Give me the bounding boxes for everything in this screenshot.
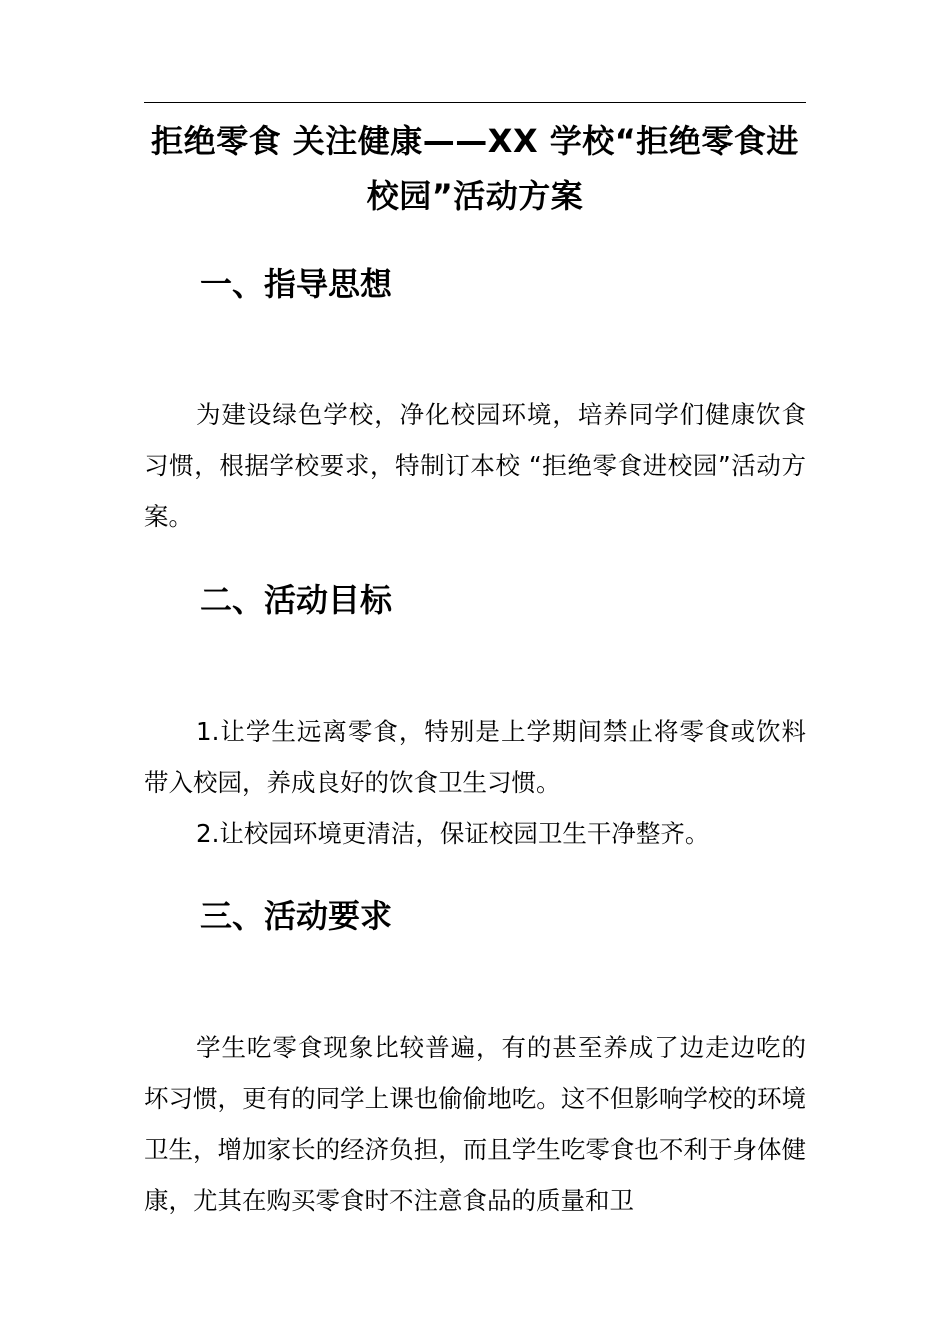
section-heading-guiding-ideology: 一、指导思想 [200,265,393,303]
paragraph-goal-1: 1.让学生远离零食，特别是上学期间禁止将零食或饮料带入校园，养成良好的饮食卫生习惯。 [144,717,806,797]
section-heading-activity-requirements: 三、活动要求 [200,897,393,935]
document-title: 拒绝零食 关注健康——XX 学校“拒绝零食进校园”活动方案 [151,122,799,215]
header-rule [144,102,806,103]
section-heading-activity-goals: 二、活动目标 [200,581,393,619]
paragraph-goal-2: 2.让校园环境更清洁，保证校园卫生干净整齐。 [196,819,710,848]
paragraph-guiding-ideology: 为建设绿色学校，净化校园环境，培养同学们健康饮食习惯，根据学校要求，特制订本校 “拒绝零食进校园”活动方案。 [144,400,806,531]
paragraph-requirements: 学生吃零食现象比较普遍，有的甚至养成了边走边吃的坏习惯，更有的同学上课也偷偷地吃。这不但影响学校的环境卫生，增加家长的经济负担，而且学生吃零食也不利于身体健康，尤其在购买零食时不注意食品的质量和卫 [144,1033,806,1215]
